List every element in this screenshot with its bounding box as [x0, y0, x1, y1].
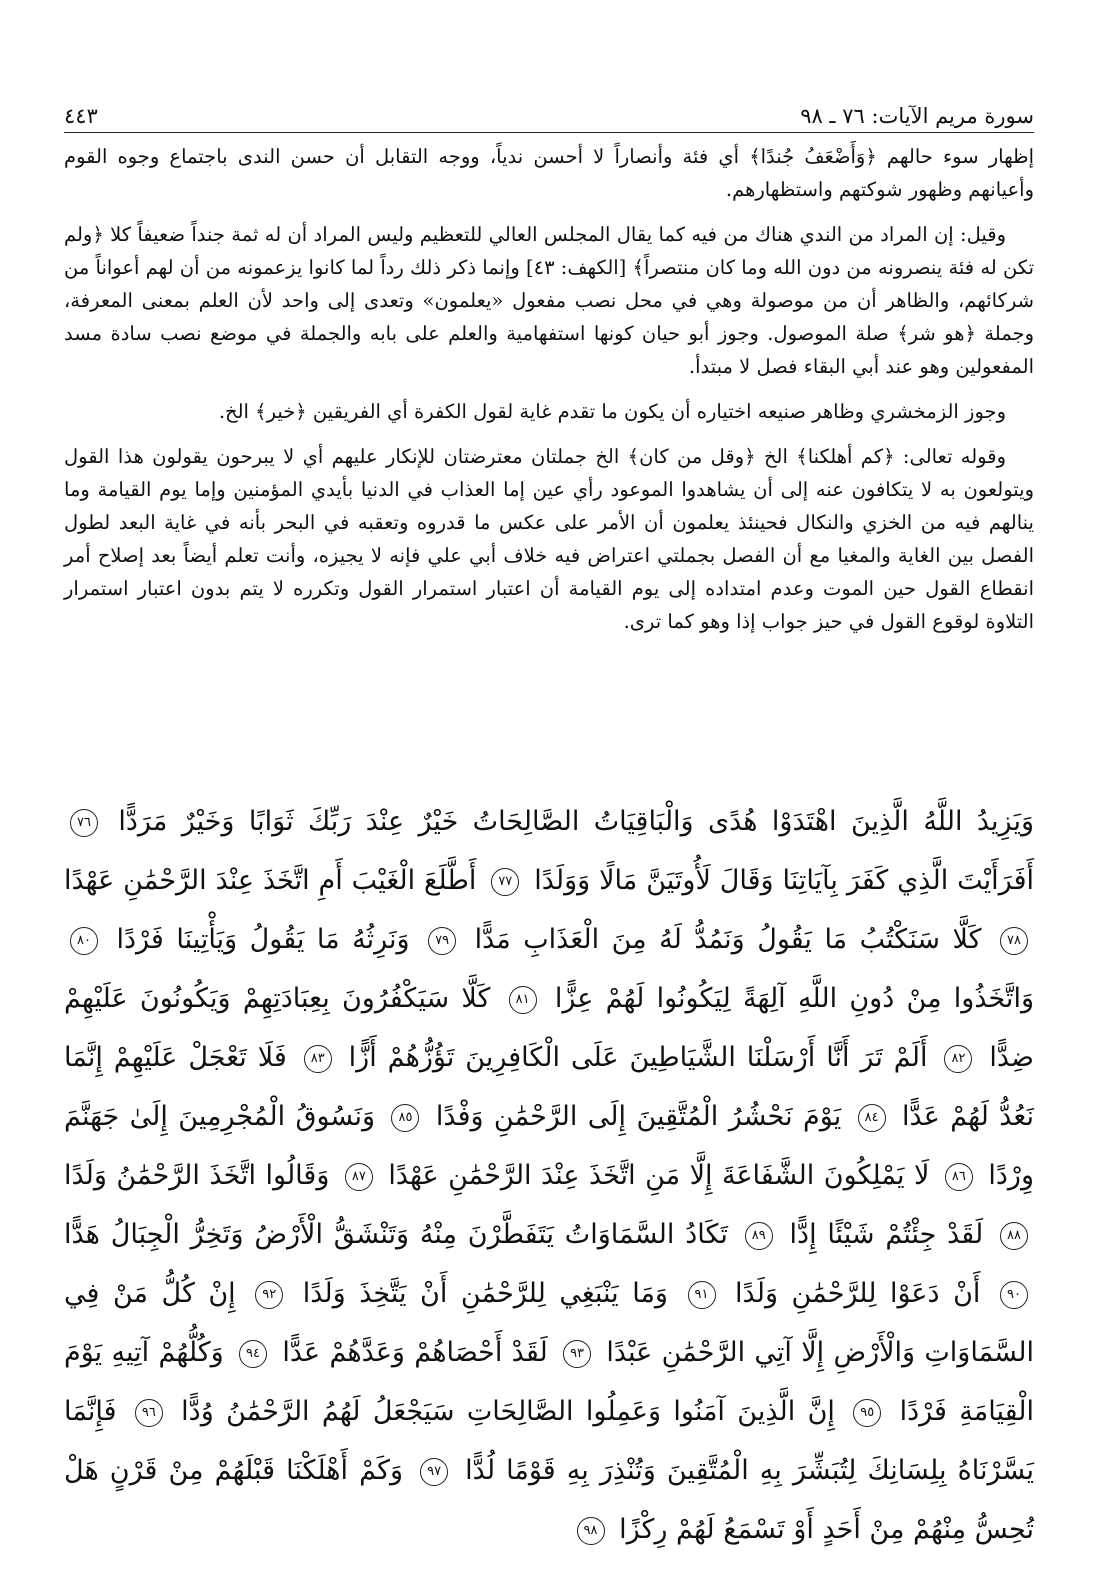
verse-text: وَيَزِيدُ اللَّهُ الَّذِينَ اهْتَدَوْا هُدًى وَالْبَاقِيَاتُ الصَّالِحَاتُ خَيْرٌ عِنْدَ رَبِّكَ ثَوَابًا وَخَيْرٌ مَرَدًّا	[104, 806, 1034, 837]
verse-number-marker: ٨٥	[391, 1104, 419, 1132]
verse-text: فَلَا تَعْجَلْ عَلَيْهِمْ إِنَّمَا نَعُدُّ لَهُمْ عَدًّا	[64, 1042, 1034, 1132]
verse-number-marker: ٩٨	[577, 1517, 605, 1545]
verse-number-marker: ٩٣	[563, 1340, 591, 1368]
verse-text: لَقَدْ جِئْتُمْ شَيْئًا إِدًّا	[778, 1219, 984, 1250]
page-header	[64, 92, 1034, 133]
verse-number-marker: ٧٩	[428, 927, 456, 955]
verse-number-marker: ٨٣	[304, 1045, 332, 1073]
verse-number-marker: ٨٧	[345, 1163, 373, 1191]
verse-text: إِنْ كُلُّ مَنْ فِي السَّمَاوَاتِ وَالْأَرْضِ إِلَّا آتِي الرَّحْمَٰنِ عَبْدًا	[64, 1278, 1035, 1368]
verse-number-marker: ٨٠	[70, 927, 98, 955]
verse-text: يَوْمَ نَحْشُرُ الْمُتَّقِينَ إِلَى الرَّحْمَٰنِ وَفْدًا	[425, 1101, 842, 1132]
verse-number-marker: ٩٧	[420, 1458, 448, 1486]
quran-verses	[64, 792, 1034, 1559]
verse-text: أَفَرَأَيْتَ الَّذِي كَفَرَ بِآيَاتِنَا وَقَالَ لَأُوتَيَنَّ مَالًا وَوَلَدًا	[525, 865, 1034, 896]
verse-number-marker: ٩٥	[853, 1399, 881, 1427]
verse-number-marker: ٩٦	[135, 1399, 163, 1427]
verse-text: أَنْ دَعَوْا لِلرَّحْمَٰنِ وَلَدًا	[721, 1278, 981, 1309]
verse-number-marker: ٩١	[688, 1281, 716, 1309]
verse-text: وَاتَّخَذُوا مِنْ دُونِ اللَّهِ آلِهَةً لِيَكُونُوا لَهُمْ عِزًّا	[542, 983, 1034, 1014]
verse-text: أَطَّلَعَ الْغَيْبَ أَمِ اتَّخَذَ عِنْدَ الرَّحْمَٰنِ عَهْدًا	[64, 865, 477, 896]
verse-text: وَنَرِثُهُ مَا يَقُولُ وَيَأْتِينَا فَرْدًا	[104, 924, 410, 955]
commentary-paragraph: وقيل: إن المراد من الندي هناك من فيه كما يقال المجلس العالي للتعظيم وليس المراد أن له ثمة جنداً ضعيفاً كلا ﴿ولم تكن له فئة ينصرونه من دون الله وما كان منتصراً﴾ [الكهف: ٤٣] وإنما ذكر ذلك رداً لما كانوا يزعمونه من أن لهم أعواناً من شركائهم، والظاهر أن من موصولة وهي في محل نصب مفعول «يعلمون» وتعدى إلى واحد لأن العلم بمعنى المعرفة، وجملة ﴿هو شر﴾ صلة الموصول. وجوز أبو حيان كونها استفهامية والعلم على بابه والجملة في موضع نصب سادة مسد المفعولين وهو عند أبي البقاء فصل لا مبتدأ.	[64, 223, 1034, 378]
verse-text: فَإِنَّمَا يَسَّرْنَاهُ بِلِسَانِكَ لِتُبَشِّرَ بِهِ الْمُتَّقِينَ وَتُنْذِرَ بِهِ قَوْمًا لُدًّا	[64, 1396, 1034, 1486]
verse-number-marker: ٧٦	[70, 809, 98, 837]
verse-text: وَكُلُّهُمْ آتِيهِ يَوْمَ الْقِيَامَةِ فَرْدًا	[64, 1337, 1034, 1427]
verse-number-marker: ٨٩	[745, 1222, 773, 1250]
verse-text: وَمَا يَنْبَغِي لِلرَّحْمَٰنِ أَنْ يَتَّخِذَ وَلَدًا	[289, 1278, 668, 1309]
page-number: ٤٤٣	[64, 104, 98, 128]
verse-number-marker: ٨٦	[945, 1163, 973, 1191]
verse-text: كَلَّا سَيَكْفُرُونَ بِعِبَادَتِهِمْ وَيَكُونُونَ عَلَيْهِمْ ضِدًّا	[64, 983, 1034, 1073]
verse-text: وَقَالُوا اتَّخَذَ الرَّحْمَٰنُ وَلَدًا	[64, 1160, 330, 1191]
verse-text: وَكَمْ أَهْلَكْنَا قَبْلَهُمْ مِنْ قَرْنٍ هَلْ تُحِسُّ مِنْهُمْ مِنْ أَحَدٍ أَوْ تَسْمَعُ لَهُمْ رِكْزًا	[64, 1455, 1034, 1545]
verse-number-marker: ٩٢	[255, 1281, 283, 1309]
verse-text: تَكَادُ السَّمَاوَاتُ يَتَفَطَّرْنَ مِنْهُ وَتَنْشَقُّ الْأَرْضُ وَتَخِرُّ الْجِبَالُ هَدًّا	[64, 1219, 728, 1250]
verse-number-marker: ٨٤	[858, 1104, 886, 1132]
verse-number-marker: ٨١	[509, 986, 537, 1014]
commentary-paragraph: إظهار سوء حالهم ﴿وَأَضْعَفُ جُندًا﴾ أي فئة وأنصاراً لا أحسن ندياً، ووجه التقابل أن حسن الندى باجتماع وجوه القوم وأعيانهم وظهور شوكتهم واستظهارهم.	[64, 145, 1034, 201]
verse-number-marker: ٧٨	[1000, 927, 1028, 955]
verse-text: لَقَدْ أَحْصَاهُمْ وَعَدَّهُمْ عَدًّا	[273, 1337, 548, 1368]
verse-number-marker: ٩٤	[239, 1340, 267, 1368]
header-title: سورة مريم الآيات: ٧٦ ـ ٩٨	[800, 104, 1034, 128]
verse-number-marker: ٧٧	[491, 868, 519, 896]
commentary-paragraph: وجوز الزمخشري وظاهر صنيعه اختياره أن يكون ما تقدم غاية لقول الكفرة أي الفريقين ﴿خير﴾ الخ.	[218, 400, 1006, 423]
commentary-paragraph: وقوله تعالى: ﴿كم أهلكنا﴾ الخ ﴿وقل من كان﴾ الخ جملتان معترضتان للإنكار عليهم أي لا يبرحون يقولون هذا القول ويتولعون به لا يتكافون عنه إلى أن يشاهدوا الموعود رأي عين إما العذاب في الدنيا بأيدي المؤمنين وإما يوم القيامة وما ينالهم فيه من الخزي والنكال فحينئذ يعلمون أن الأمر على عكس ما قدروه وتعقبه في البحر بأنه في غاية البعد لطول الفصل بين الغاية والمغيا مع أن الفصل بجملتي اعتراض فيه خلاف أبي علي فإنه لا يجيزه، وأنت تعلم أيضاً بعد إصلاح أمر انقطاع القول حين الموت وعدم امتداده إلى يوم القيامة أن اعتبار استمرار القول وتكرره لا يتم بدون اعتبار استمرار التلاوة لوقوع القول في حيز جواب إذا وهو كما ترى.	[64, 445, 1034, 633]
verse-text: كَلَّا سَنَكْتُبُ مَا يَقُولُ وَنَمُدُّ لَهُ مِنَ الْعَذَابِ مَدًّا	[462, 924, 982, 955]
verse-number-marker: ٨٢	[944, 1045, 972, 1073]
verse-text: أَلَمْ تَرَ أَنَّا أَرْسَلْنَا الشَّيَاطِينَ عَلَى الْكَافِرِينَ تَؤُزُّهُمْ أَزًّا	[337, 1042, 928, 1073]
verse-number-marker: ٩٠	[1000, 1281, 1028, 1309]
verse-number-marker: ٨٨	[1000, 1222, 1028, 1250]
verse-text: لَا يَمْلِكُونَ الشَّفَاعَةَ إِلَّا مَنِ اتَّخَذَ عِنْدَ الرَّحْمَٰنِ عَهْدًا	[378, 1160, 930, 1191]
commentary-text	[64, 140, 1034, 650]
verse-text: إِنَّ الَّذِينَ آمَنُوا وَعَمِلُوا الصَّالِحَاتِ سَيَجْعَلُ لَهُمُ الرَّحْمَٰنُ وُدًّا	[168, 1396, 835, 1427]
verse-text: وَنَسُوقُ الْمُجْرِمِينَ إِلَىٰ جَهَنَّمَ وِرْدًا	[64, 1101, 1034, 1191]
